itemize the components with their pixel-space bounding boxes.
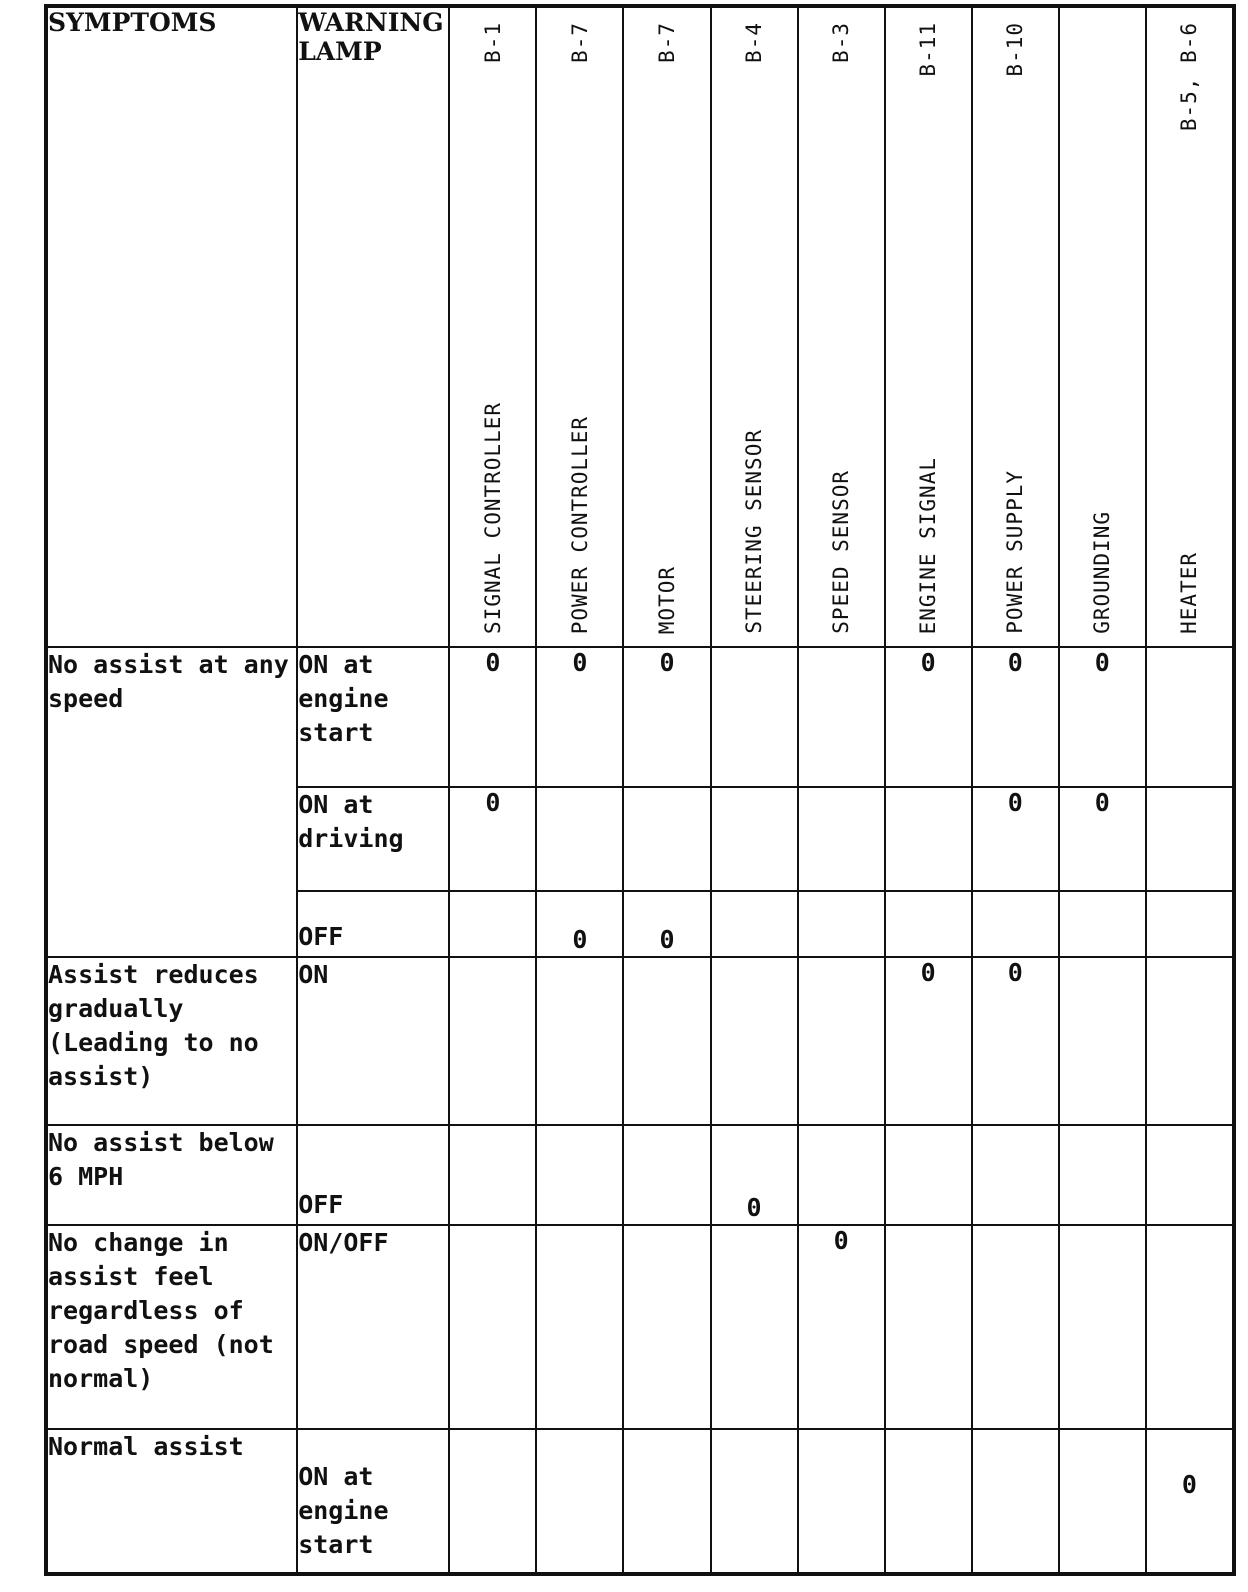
component-header-steering-sensor [711, 7, 798, 647]
warning-lamp-cell: OFF [297, 891, 449, 957]
warning-lamp-cell: ON at engine start [297, 647, 449, 787]
mark-cell: 0 [885, 957, 972, 1125]
symptom-cell: Assist reduces gradually (Leading to no assist) [47, 957, 297, 1125]
mark-cell: 0 [1059, 647, 1146, 787]
component-header-signal-controller [449, 7, 536, 647]
component-name: POWER CONTROLLER [567, 415, 592, 634]
mark-cell [972, 1125, 1059, 1225]
mark-cell [972, 1225, 1059, 1429]
component-header-power-supply [972, 7, 1059, 647]
mark-cell [536, 1429, 623, 1573]
diagnosis-chart [44, 4, 1236, 1576]
component-header-engine-signal [885, 7, 972, 647]
mark-cell: 0 [536, 647, 623, 787]
component-name: SIGNAL CONTROLLER [480, 402, 505, 634]
mark-cell: 0 [885, 647, 972, 787]
component-code: B-11 [916, 22, 941, 77]
component-header-power-controller [536, 7, 623, 647]
header-row [47, 7, 1233, 647]
symptom-cell: No assist at any speed [47, 647, 297, 957]
component-code: B-3 [829, 22, 854, 63]
mark-cell [798, 647, 885, 787]
mark-cell: 0 [1059, 787, 1146, 891]
mark-cell [1059, 957, 1146, 1125]
component-name: HEATER [1177, 552, 1202, 634]
mark-cell [798, 787, 885, 891]
mark-cell [536, 1225, 623, 1429]
mark-cell [449, 957, 536, 1125]
mark-cell [711, 891, 798, 957]
component-header-heater [1146, 7, 1233, 647]
warning-lamp-cell: OFF [297, 1125, 449, 1225]
component-name: STEERING SENSOR [742, 429, 767, 634]
mark-cell [623, 1125, 710, 1225]
mark-cell [449, 1125, 536, 1225]
mark-cell: 0 [536, 891, 623, 957]
mark-cell: 0 [623, 647, 710, 787]
mark-cell: 0 [449, 647, 536, 787]
mark-cell [1146, 1125, 1233, 1225]
mark-cell [711, 647, 798, 787]
mark-cell [623, 1429, 710, 1573]
component-name: MOTOR [654, 565, 679, 634]
symptoms-header: SYMPTOMS [47, 7, 297, 647]
mark-cell: 0 [798, 1225, 885, 1429]
mark-cell [798, 1125, 885, 1225]
symptom-component-table [46, 6, 1234, 1574]
component-name: GROUNDING [1090, 511, 1115, 634]
mark-cell: 0 [972, 647, 1059, 787]
warning-lamp-cell: ON at engine start [297, 1429, 449, 1573]
mark-cell [1146, 957, 1233, 1125]
component-name: ENGINE SIGNAL [916, 456, 941, 634]
mark-cell [885, 1125, 972, 1225]
mark-cell [711, 1225, 798, 1429]
mark-cell [972, 891, 1059, 957]
mark-cell [449, 891, 536, 957]
mark-cell [536, 957, 623, 1125]
mark-cell [536, 1125, 623, 1225]
mark-cell [1059, 1225, 1146, 1429]
mark-cell: 0 [972, 787, 1059, 891]
mark-cell [1146, 891, 1233, 957]
symptom-cell: No assist below 6 MPH [47, 1125, 297, 1225]
mark-cell: 0 [972, 957, 1059, 1125]
component-code: B-1 [480, 22, 505, 63]
mark-cell [1059, 891, 1146, 957]
mark-cell [885, 1225, 972, 1429]
component-code: B-4 [742, 22, 767, 63]
symptom-cell: No change in assist feel regardless of road speed (not normal) [47, 1225, 297, 1429]
mark-cell [1146, 787, 1233, 891]
component-code: B-5, B-6 [1177, 22, 1202, 132]
mark-cell [1146, 647, 1233, 787]
mark-cell [885, 1429, 972, 1573]
component-header-motor [623, 7, 710, 647]
mark-cell: 0 [623, 891, 710, 957]
mark-cell [1059, 1429, 1146, 1573]
table-row [47, 1225, 1233, 1429]
mark-cell [1059, 1125, 1146, 1225]
mark-cell [623, 1225, 710, 1429]
component-code: B-7 [654, 22, 679, 63]
mark-cell [449, 1225, 536, 1429]
component-code: B-7 [567, 22, 592, 63]
component-header-speed-sensor [798, 7, 885, 647]
component-header-grounding [1059, 7, 1146, 647]
component-code: B-10 [1003, 22, 1028, 77]
mark-cell [711, 957, 798, 1125]
warning-lamp-cell: ON/OFF [297, 1225, 449, 1429]
table-row [47, 1429, 1233, 1573]
warning-lamp-cell: ON [297, 957, 449, 1125]
mark-cell [1146, 1225, 1233, 1429]
mark-cell [885, 891, 972, 957]
mark-cell [711, 787, 798, 891]
mark-cell [623, 787, 710, 891]
mark-cell [449, 1429, 536, 1573]
component-name: POWER SUPPLY [1003, 470, 1028, 634]
mark-cell [972, 1429, 1059, 1573]
warning-lamp-header: WARNING LAMP [297, 7, 449, 647]
component-name: SPEED SENSOR [829, 470, 854, 634]
warning-lamp-cell: ON at driving [297, 787, 449, 891]
symptom-cell: Normal assist [47, 1429, 297, 1573]
mark-cell [798, 1429, 885, 1573]
mark-cell [536, 787, 623, 891]
mark-cell [885, 787, 972, 891]
mark-cell: 0 [449, 787, 536, 891]
mark-cell [623, 957, 710, 1125]
table-row [47, 1125, 1233, 1225]
mark-cell [798, 891, 885, 957]
mark-cell [711, 1429, 798, 1573]
table-row [47, 647, 1233, 787]
mark-cell [798, 957, 885, 1125]
table-row [47, 957, 1233, 1125]
mark-cell: 0 [711, 1125, 798, 1225]
mark-cell: 0 [1146, 1429, 1233, 1573]
